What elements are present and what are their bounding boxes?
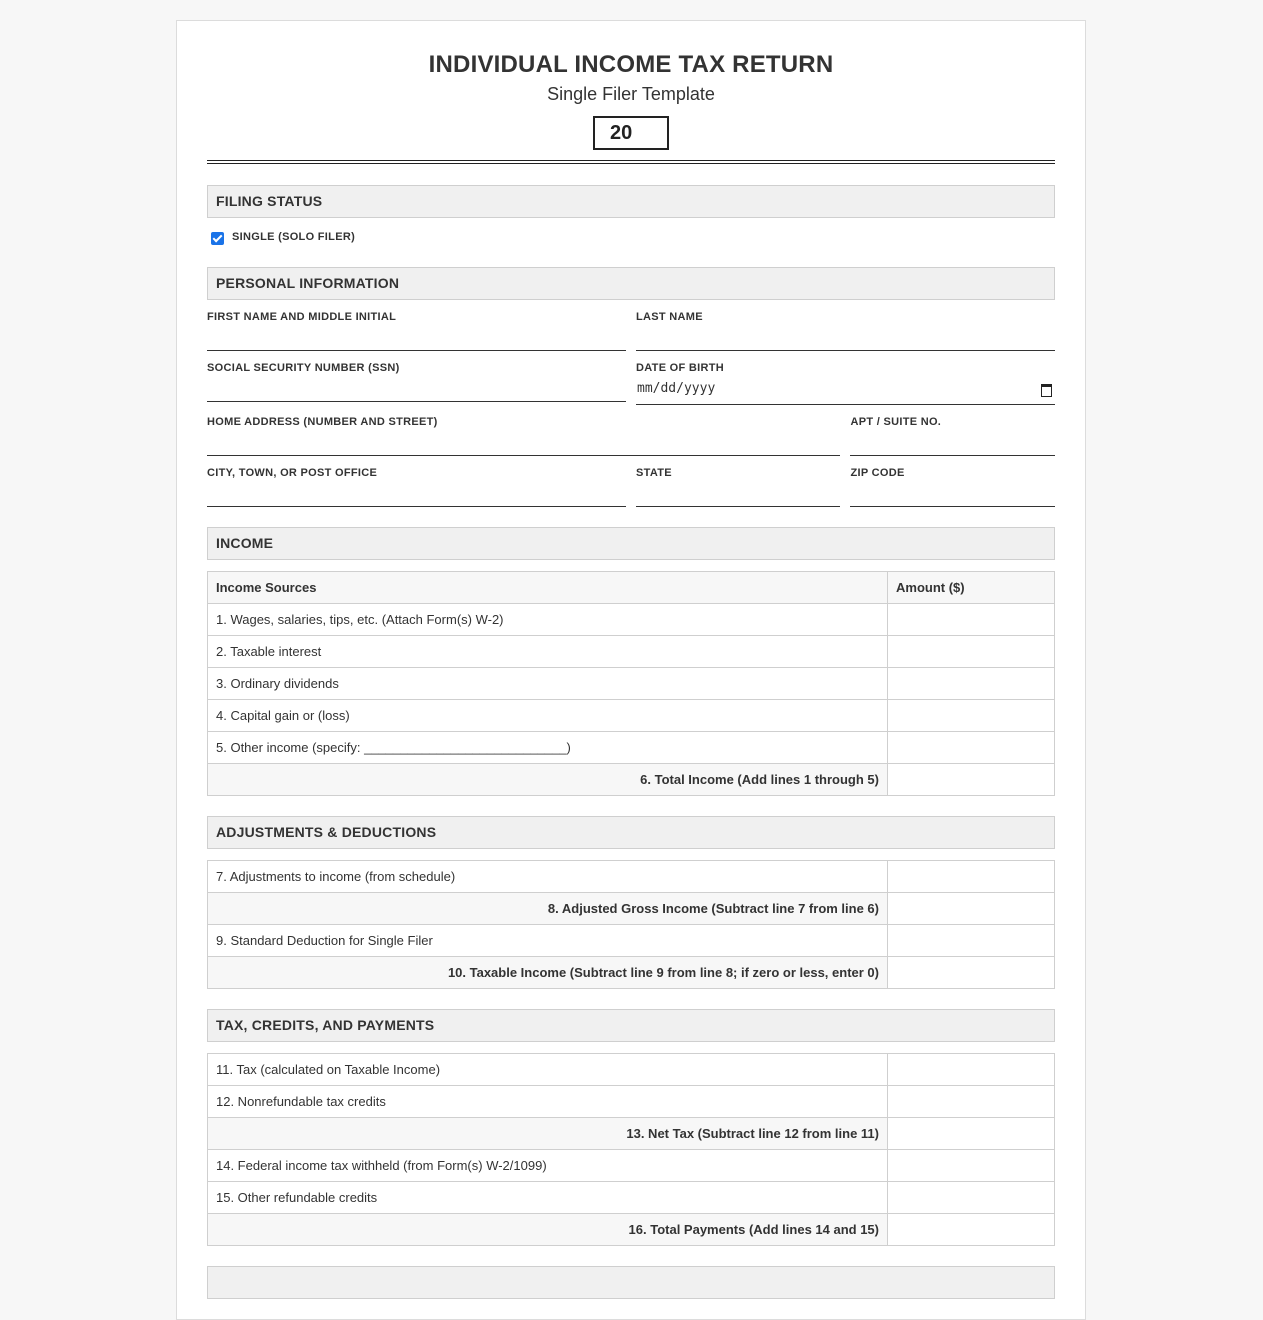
table-row-total bbox=[208, 1214, 1055, 1246]
line-15-amount[interactable] bbox=[888, 1182, 1055, 1214]
section-filing-status: FILING STATUS bbox=[207, 185, 1055, 218]
line-8-amount[interactable] bbox=[888, 893, 1055, 925]
filing-status-single-option[interactable] bbox=[207, 218, 1055, 256]
table-row bbox=[208, 1150, 1055, 1182]
line-7-amount[interactable] bbox=[888, 861, 1055, 893]
table-row bbox=[208, 668, 1055, 700]
income-line-5-amount[interactable] bbox=[888, 732, 1055, 764]
table-row bbox=[208, 732, 1055, 764]
apt-label: APT / SUITE NO. bbox=[850, 416, 942, 428]
city-input[interactable] bbox=[207, 480, 626, 507]
ssn-dob-row bbox=[207, 351, 1055, 405]
address-row bbox=[207, 405, 1055, 456]
income-line-4-label: 4. Capital gain or (loss) bbox=[208, 700, 888, 732]
table-row-total bbox=[208, 764, 1055, 796]
table-row bbox=[208, 604, 1055, 636]
adjustments-table bbox=[207, 860, 1055, 989]
first-name-group bbox=[207, 300, 626, 351]
address-label: HOME ADDRESS (NUMBER AND STREET) bbox=[207, 416, 438, 428]
calendar-icon[interactable] bbox=[1041, 384, 1052, 397]
line-14-label: 14. Federal income tax withheld (from Form(s) W-2/1099) bbox=[208, 1150, 888, 1182]
section-personal-information: PERSONAL INFORMATION bbox=[207, 267, 1055, 300]
table-row bbox=[208, 700, 1055, 732]
income-table bbox=[207, 571, 1055, 796]
income-line-1-label: 1. Wages, salaries, tips, etc. (Attach Form(s) W-2) bbox=[208, 604, 888, 636]
total-income-amount[interactable] bbox=[888, 764, 1055, 796]
income-sources-header: Income Sources bbox=[208, 572, 888, 604]
zip-group bbox=[850, 456, 1055, 507]
table-row-total bbox=[208, 893, 1055, 925]
state-group bbox=[636, 456, 841, 507]
income-line-2-amount[interactable] bbox=[888, 636, 1055, 668]
tax-year-field[interactable]: 20 bbox=[593, 116, 669, 150]
income-line-5-label: 5. Other income (specify: ____________________________) bbox=[208, 732, 888, 764]
tax-table bbox=[207, 1053, 1055, 1246]
ssn-input[interactable] bbox=[207, 375, 626, 402]
table-row bbox=[208, 925, 1055, 957]
state-input[interactable] bbox=[636, 480, 841, 507]
last-name-group bbox=[636, 300, 1055, 351]
line-9-amount[interactable] bbox=[888, 925, 1055, 957]
last-name-input[interactable] bbox=[636, 324, 1055, 351]
line-14-amount[interactable] bbox=[888, 1150, 1055, 1182]
total-income-label: 6. Total Income (Add lines 1 through 5) bbox=[208, 764, 888, 796]
last-name-label: LAST NAME bbox=[636, 311, 703, 323]
single-checkbox[interactable] bbox=[211, 232, 224, 245]
section-next-partial bbox=[207, 1266, 1055, 1299]
income-table-header bbox=[208, 572, 1055, 604]
first-name-input[interactable] bbox=[207, 324, 626, 351]
apt-group bbox=[850, 405, 1055, 456]
form-header bbox=[207, 21, 1055, 164]
address-input[interactable] bbox=[207, 429, 840, 456]
dob-label: DATE OF BIRTH bbox=[636, 362, 725, 374]
table-row bbox=[208, 1086, 1055, 1118]
income-line-3-label: 3. Ordinary dividends bbox=[208, 668, 888, 700]
line-11-amount[interactable] bbox=[888, 1054, 1055, 1086]
line-16-label: 16. Total Payments (Add lines 14 and 15) bbox=[208, 1214, 888, 1246]
line-16-amount[interactable] bbox=[888, 1214, 1055, 1246]
table-row-total bbox=[208, 957, 1055, 989]
income-line-2-label: 2. Taxable interest bbox=[208, 636, 888, 668]
line-15-label: 15. Other refundable credits bbox=[208, 1182, 888, 1214]
address-group bbox=[207, 405, 840, 456]
table-row bbox=[208, 861, 1055, 893]
ssn-group bbox=[207, 351, 626, 405]
section-tax-credits-payments: TAX, CREDITS, AND PAYMENTS bbox=[207, 1009, 1055, 1042]
zip-input[interactable] bbox=[850, 480, 1055, 507]
income-line-4-amount[interactable] bbox=[888, 700, 1055, 732]
dob-group bbox=[636, 351, 1055, 405]
line-8-label: 8. Adjusted Gross Income (Subtract line 7 from line 6) bbox=[208, 893, 888, 925]
single-checkbox-label: SINGLE (SOLO FILER) bbox=[232, 231, 356, 243]
table-row bbox=[208, 1182, 1055, 1214]
dob-placeholder: mm/dd/yyyy bbox=[637, 381, 716, 396]
section-income: INCOME bbox=[207, 527, 1055, 560]
income-line-1-amount[interactable] bbox=[888, 604, 1055, 636]
line-7-label: 7. Adjustments to income (from schedule) bbox=[208, 861, 888, 893]
line-11-label: 11. Tax (calculated on Taxable Income) bbox=[208, 1054, 888, 1086]
line-13-amount[interactable] bbox=[888, 1118, 1055, 1150]
apt-input[interactable] bbox=[850, 429, 1055, 456]
line-9-label: 9. Standard Deduction for Single Filer bbox=[208, 925, 888, 957]
amount-header: Amount ($) bbox=[888, 572, 1055, 604]
city-row bbox=[207, 456, 1055, 507]
form-subtitle: Single Filer Template bbox=[547, 84, 715, 104]
income-line-3-amount[interactable] bbox=[888, 668, 1055, 700]
name-row bbox=[207, 300, 1055, 351]
table-row bbox=[208, 1054, 1055, 1086]
ssn-label: SOCIAL SECURITY NUMBER (SSN) bbox=[207, 362, 400, 374]
line-13-label: 13. Net Tax (Subtract line 12 from line 11) bbox=[208, 1118, 888, 1150]
first-name-label: FIRST NAME AND MIDDLE INITIAL bbox=[207, 311, 397, 323]
section-adjustments-deductions: ADJUSTMENTS & DEDUCTIONS bbox=[207, 816, 1055, 849]
zip-label: ZIP CODE bbox=[850, 467, 905, 479]
state-label: STATE bbox=[635, 467, 672, 479]
dob-input[interactable] bbox=[636, 375, 1055, 405]
header-divider bbox=[207, 160, 1055, 164]
table-row-total bbox=[208, 1118, 1055, 1150]
table-row bbox=[208, 636, 1055, 668]
city-label: CITY, TOWN, OR POST OFFICE bbox=[207, 467, 378, 479]
line-10-amount[interactable] bbox=[888, 957, 1055, 989]
form-title: INDIVIDUAL INCOME TAX RETURN bbox=[428, 51, 834, 78]
line-10-label: 10. Taxable Income (Subtract line 9 from line 8; if zero or less, enter 0) bbox=[208, 957, 888, 989]
tax-form-page bbox=[176, 20, 1086, 1320]
line-12-amount[interactable] bbox=[888, 1086, 1055, 1118]
city-group bbox=[207, 456, 626, 507]
line-12-label: 12. Nonrefundable tax credits bbox=[208, 1086, 888, 1118]
